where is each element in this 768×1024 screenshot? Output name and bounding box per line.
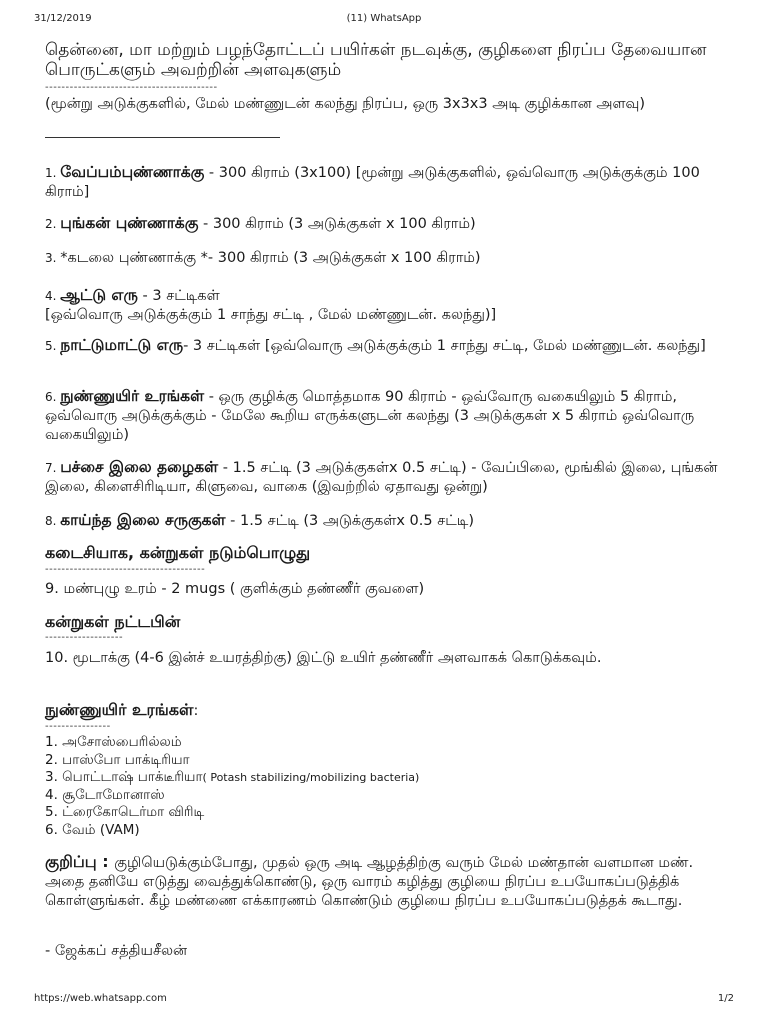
list-item: 2. புங்கன் புண்ணாக்கு - 300 கிராம் (3 அடுக்குகள் x 100 கிராம்) bbox=[45, 214, 476, 232]
list-item: 5. ட்ரைகோடெர்மா விரிடி bbox=[45, 804, 205, 820]
list-item: 1. அசோஸ்பைரில்லம் bbox=[45, 734, 182, 750]
microbes-heading: நுண்ணுயிர் உரங்கள்: bbox=[45, 700, 199, 719]
section-heading-after: கன்றுகள் நட்டபின் bbox=[45, 612, 181, 631]
intro-text: (மூன்று அடுக்குகளில், மேல் மண்ணுடன் கலந்து நிரப்ப, ஒரு 3x3x3 அடி குழிக்கான அளவு) bbox=[45, 96, 646, 112]
microbes-dashes: ---------------- bbox=[45, 721, 111, 732]
microbe-list bbox=[45, 734, 735, 839]
item-name: வேப்பம்புண்ணாக்கு bbox=[60, 163, 205, 181]
title-dash-underline: ------------------------------------------ bbox=[45, 82, 218, 93]
intro-underline bbox=[45, 137, 280, 138]
item-name: நுண்ணுயிர் உரங்கள் bbox=[60, 387, 205, 405]
section-after-dashes: ------------------- bbox=[45, 632, 124, 643]
page-number: 1/2 bbox=[717, 993, 734, 1004]
signature: - ஜேக்கப் சத்தியசீலன் bbox=[45, 943, 188, 959]
list-item: 4. சூடோமோனாஸ் bbox=[45, 786, 165, 803]
list-item: 1. வேப்பம்புண்ணாக்கு - 300 கிராம் (3x100) [மூன்று அடுக்குகளில், ஒவ்வொரு அடுக்குக்கும் 100 கிராம்] bbox=[45, 163, 700, 200]
print-date: 31/12/2019 bbox=[34, 13, 92, 24]
note-paragraph: குறிப்பு : குழியெடுக்கும்போது, முதல் ஒரு அடி ஆழத்திற்கு வரும் மேல் மண்தான் வளமான மண். அதை தனியே எடுத்து வைத்துக்கொண்டு, ஒரு வாரம் கழித்து குழியை நிரப்ப உபயோகப்படுத்திக் கொள்ளுங்கள். கீழ் மண்ணை எக்காரணம் கொண்டும் குழியை நிரப்ப உபயோகப்படுத்தக் கூடாது. bbox=[45, 852, 694, 909]
note-label: குறிப்பு : bbox=[45, 852, 115, 871]
section-final-dashes: --------------------------------------- bbox=[45, 564, 206, 575]
item-name: காய்ந்த இலை சருகுகள் bbox=[60, 511, 226, 529]
list-item: 8. காய்ந்த இலை சருகுகள் - 1.5 சட்டி (3 அடுக்குகள்x 0.5 சட்டி) bbox=[45, 511, 474, 529]
list-item: 5. நாட்டுமாட்டு எரு- 3 சட்டிகள் [ஒவ்வொரு அடுக்குக்கும் 1 சாந்து சட்டி, மேல் மண்ணுடன். கலந்து] bbox=[45, 336, 706, 354]
item-name: புங்கன் புண்ணாக்கு bbox=[60, 214, 199, 232]
list-item: 10. மூடாக்கு (4-6 இன்ச் உயரத்திற்கு) இட்டு உயிர் தண்ணீர் அளவாகக் கொடுக்கவும். bbox=[45, 650, 602, 666]
item-name: நாட்டுமாட்டு எரு bbox=[60, 336, 184, 354]
item-name: பச்சை இலை தழைகள் bbox=[60, 458, 219, 476]
list-item: 6. நுண்ணுயிர் உரங்கள் - ஒரு குழிக்கு மொத்தமாக 90 கிராம் - ஒவ்வோரு வகையிலும் 5 கிராம், ஒவ்வொரு அடுக்குக்கும் - மேலே கூறிய எருக்களுடன் கலந்து (3 அடுக்குகள் x 5 கிராம் ஒவ்வொரு வகையிலும்) bbox=[45, 387, 695, 443]
list-item: 4. ஆட்டு எரு - 3 சட்டிகள் [ஒவ்வொரு அடுக்குக்கும் 1 சாந்து சட்டி , மேல் மண்ணுடன். கலந்து)] bbox=[45, 286, 497, 323]
list-item: 9. மண்புழு உரம் - 2 mugs ( குளிக்கும் தண்ணீர் குவளை) bbox=[45, 581, 425, 597]
list-item: 3. *கடலை புண்ணாக்கு *- 300 கிராம் (3 அடுக்குகள் x 100 கிராம்) bbox=[45, 250, 481, 266]
list-item: 6. வேம் (VAM) bbox=[45, 821, 140, 838]
print-footer bbox=[34, 993, 734, 1004]
list-item: 2. பாஸ்போ பாக்டிரியா bbox=[45, 751, 190, 768]
list-item: 7. பச்சை இலை தழைகள் - 1.5 சட்டி (3 அடுக்குகள்x 0.5 சட்டி) - வேப்பிலை, மூங்கில் இலை, புங்கன் இலை, கிளைசிரிடியா, கிளுவை, வாகை (இவற்றில் ஏதாவது ஒன்று) bbox=[45, 458, 718, 495]
item-name: ஆட்டு எரு bbox=[60, 286, 138, 304]
section-heading-final: கடைசியாக, கன்றுகள் நடும்பொழுது bbox=[45, 543, 311, 562]
list-item: 3. பொட்டாஷ் பாக்டீரியா( Potash stabilizing/mobilizing bacteria) bbox=[45, 769, 420, 785]
document-title: தென்னை, மா மற்றும் பழந்தோட்டப் பயிர்கள் நடவுக்கு, குழிகளை நிரப்ப தேவையான பொருட்களும் அவற்றின் அளவுகளும் bbox=[45, 40, 707, 80]
footer-url: https://web.whatsapp.com bbox=[34, 993, 167, 1004]
print-title: (11) WhatsApp bbox=[346, 13, 422, 24]
